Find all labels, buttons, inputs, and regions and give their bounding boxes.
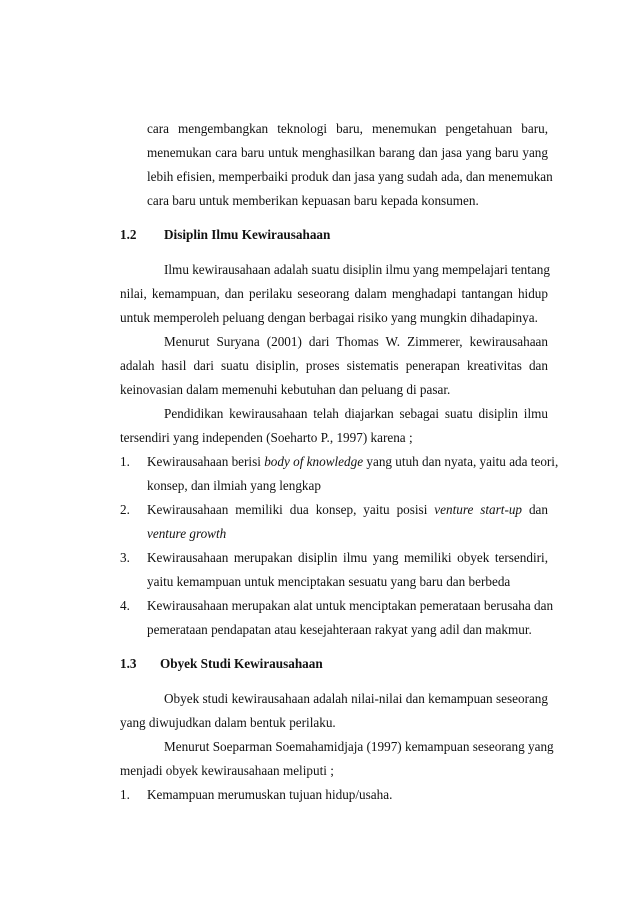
s12-list-4-number: 4. [120, 598, 130, 613]
s12-p1-line-3: untuk memperoleh peluang dengan berbagai risiko yang mungkin dihadapinya. [120, 310, 538, 325]
intro-line-2: menemukan cara baru untuk menghasilkan barang dan jasa yang baru yang [147, 145, 548, 160]
s12-list-2-number: 2. [120, 502, 130, 517]
s12-p3-line-1: Pendidikan kewirausahaan telah diajarkan sebagai suatu disiplin ilmu [164, 406, 548, 421]
s12-list-3-line-1: Kewirausahaan merupakan disiplin ilmu yang memiliki obyek tersendiri, [147, 550, 548, 565]
s13-p1-line-1: Obyek studi kewirausahaan adalah nilai-nilai dan kemampuan seseorang [164, 691, 548, 706]
s13-p2-line-2: menjadi obyek kewirausahaan meliputi ; [120, 763, 334, 778]
s13-list-1-text: Kemampuan merumuskan tujuan hidup/usaha. [147, 787, 393, 802]
s12-list-1-line-1: Kewirausahaan berisi body of knowledge yang utuh dan nyata, yaitu ada teori, [147, 454, 559, 469]
s13-p1-line-2: yang diwujudkan dalam bentuk perilaku. [120, 715, 336, 730]
s12-p2-line-1: Menurut Suryana (2001) dari Thomas W. Zimmerer, kewirausahaan [164, 334, 548, 349]
section-1-2-number: 1.2 [120, 227, 137, 242]
s12-p1-line-2: nilai, kemampuan, dan perilaku seseorang dalam menghadapi tantangan hidup [120, 286, 548, 301]
s12-list-3-line-2: yaitu kemampuan untuk menciptakan sesuatu yang baru dan berbeda [147, 574, 511, 589]
section-1-3-number: 1.3 [120, 656, 137, 671]
s13-p2-line-1: Menurut Soeparman Soemahamidjaja (1997) kemampuan seseorang yang [164, 739, 554, 754]
emphasis-text: venture growth [147, 526, 227, 541]
emphasis-text: body of knowledge [264, 454, 364, 469]
s12-list-4-line-1: Kewirausahaan merupakan alat untuk menciptakan pemerataan berusaha dan [147, 598, 554, 613]
s12-p3-line-2: tersendiri yang independen (Soeharto P., 1997) karena ; [120, 430, 413, 445]
intro-line-1: cara mengembangkan teknologi baru, menemukan pengetahuan baru, [147, 121, 548, 136]
s12-list-2-line-1: Kewirausahaan memiliki dua konsep, yaitu posisi venture start-up dan [147, 502, 548, 517]
s12-list-3-number: 3. [120, 550, 130, 565]
s12-list-1-line-2: konsep, dan ilmiah yang lengkap [147, 478, 321, 493]
emphasis-text: venture start-up [434, 502, 523, 517]
s12-p2-line-3: keinovasian dalam memenuhi kebutuhan dan peluang di pasar. [120, 382, 451, 397]
s12-p1-line-1: Ilmu kewirausahaan adalah suatu disiplin ilmu yang mempelajari tentang [164, 262, 550, 277]
s12-list-1-number: 1. [120, 454, 130, 469]
intro-line-3: lebih efisien, memperbaiki produk dan jasa yang sudah ada, dan menemukan [147, 169, 553, 184]
s12-list-4-line-2: pemerataan pendapatan atau kesejahteraan rakyat yang adil dan makmur. [147, 622, 532, 637]
section-1-2-title: Disiplin Ilmu Kewirausahaan [164, 227, 331, 242]
intro-line-4: cara baru untuk memberikan kepuasan baru kepada konsumen. [147, 193, 479, 208]
s12-p2-line-2: adalah hasil dari suatu disiplin, proses sistematis penerapan kreativitas dan [120, 358, 548, 373]
section-1-3-title: Obyek Studi Kewirausahaan [160, 656, 323, 671]
s12-list-2-line-2 [147, 526, 226, 542]
s13-list-1-number: 1. [120, 787, 130, 802]
